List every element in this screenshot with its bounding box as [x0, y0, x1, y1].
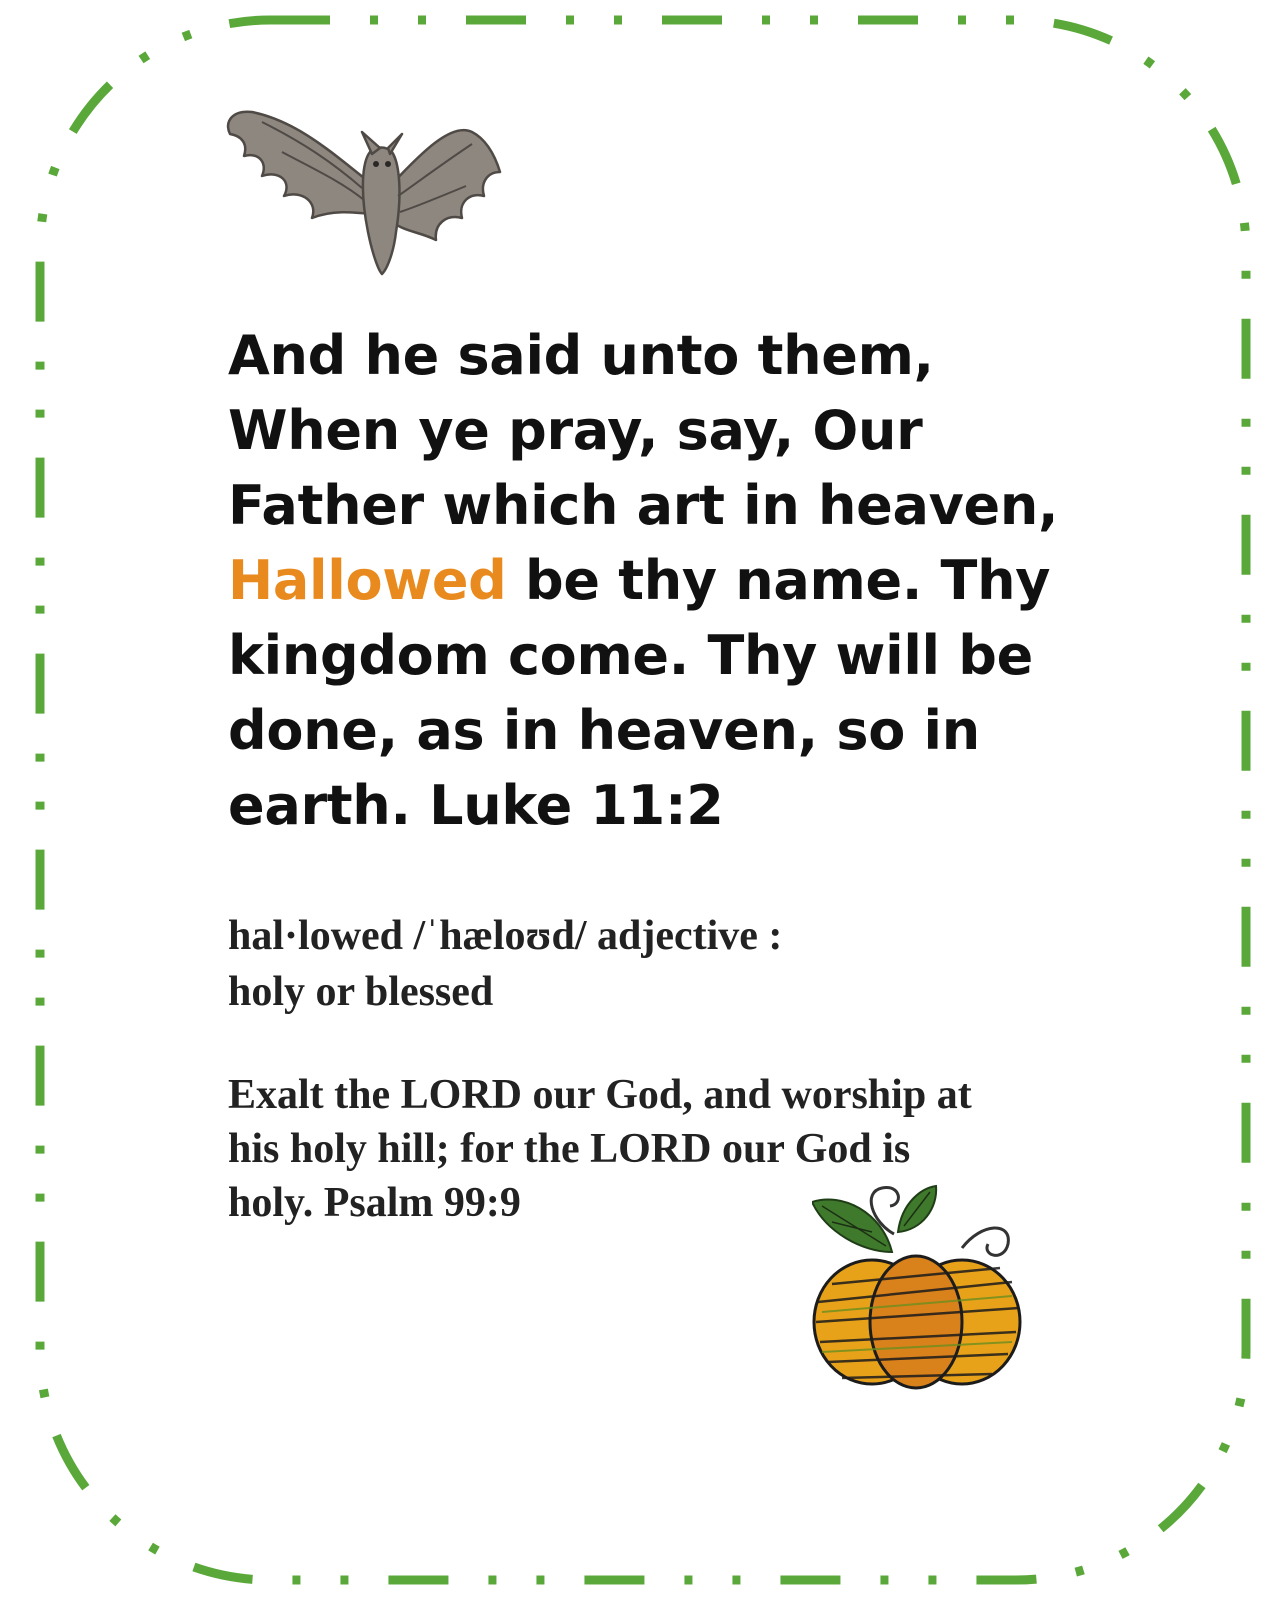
- psalm-line-2: his holy hill; for the LORD our God is: [228, 1126, 911, 1172]
- verse-line-5: kingdom come. Thy will be: [228, 624, 1033, 687]
- psalm-line-3: holy. Psalm 99:9: [228, 1180, 521, 1226]
- bat-illustration: [222, 92, 512, 282]
- verse-line-1: And he said unto them,: [228, 324, 934, 387]
- verse-line-2: When ye pray, say, Our: [228, 399, 923, 462]
- word-definition: [228, 908, 1128, 1020]
- highlighted-word: Hallowed: [228, 549, 507, 612]
- pumpkin-illustration: [812, 1182, 1042, 1392]
- verse-line-4-rest: be thy name. Thy: [506, 549, 1051, 612]
- verse-line-3: Father which art in heaven,: [228, 474, 1059, 537]
- psalm-line-1: Exalt the LORD our God, and worship at: [228, 1072, 972, 1118]
- definition-line-1: hal·lowed /ˈhæloʊd/ adjective :: [228, 913, 783, 959]
- verse-line-7: earth. Luke 11:2: [228, 774, 724, 837]
- scripture-verse: [228, 318, 1108, 843]
- definition-line-2: holy or blessed: [228, 969, 494, 1015]
- verse-line-6: done, as in heaven, so in: [228, 699, 980, 762]
- verse-line-4: [228, 543, 1108, 618]
